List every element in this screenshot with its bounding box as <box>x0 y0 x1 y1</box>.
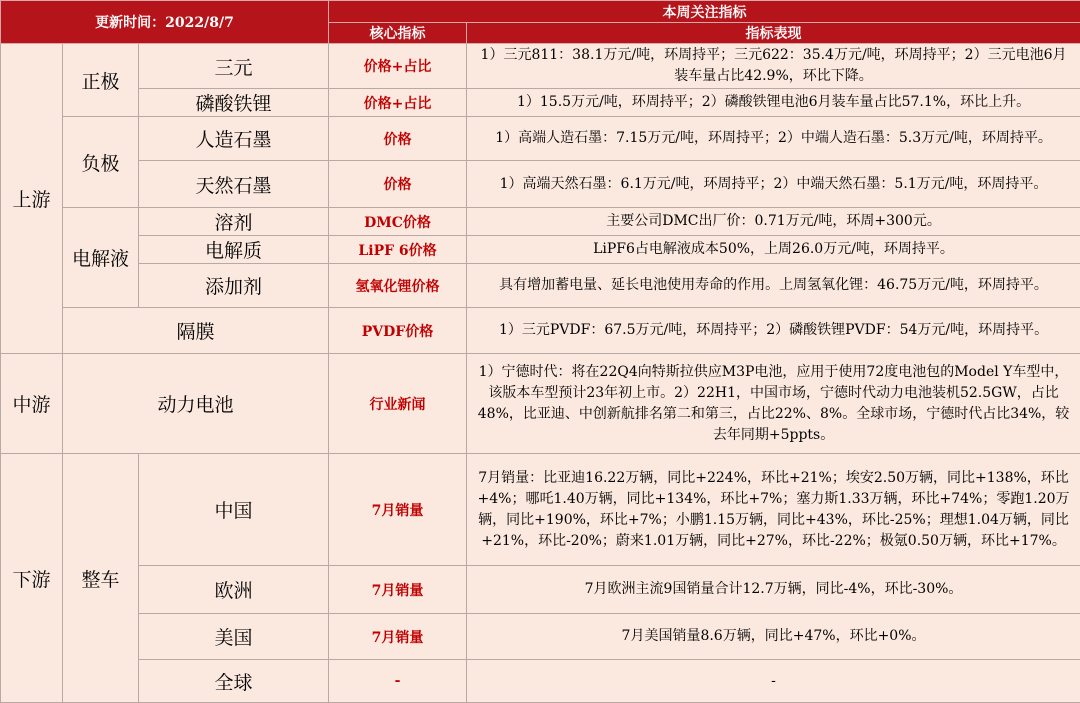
global-perf: - <box>467 660 1080 703</box>
salt-name: 电解质 <box>139 236 329 264</box>
additive-name: 添加剂 <box>139 264 329 308</box>
ternary-perf: 1）三元811：38.1万元/吨，环周持平；三元622：35.4万元/吨，环周持平；2）三元电池6月装车量占比42.9%，环比下降。 <box>467 44 1080 89</box>
salt-perf: LiPF6占电解液成本50%，上周26.0万元/吨，环周持平。 <box>467 236 1080 264</box>
col-performance-header: 指标表现 <box>467 23 1080 44</box>
china-name: 中国 <box>139 454 329 566</box>
artificial-graphite-name: 人造石墨 <box>139 117 329 161</box>
downstream-label: 下游 <box>1 454 63 703</box>
artificial-graphite-perf: 1）高端人造石墨：7.15万元/吨，环周持平；2）中端人造石墨：5.3万元/吨，环周持平。 <box>467 117 1080 161</box>
europe-core: 7月销量 <box>329 566 467 614</box>
lfp-name: 磷酸铁锂 <box>139 89 329 117</box>
focus-title: 本周关注指标 <box>329 1 1080 23</box>
ternary-core: 价格+占比 <box>329 44 467 89</box>
cathode-label: 正极 <box>63 44 139 117</box>
europe-name: 欧洲 <box>139 566 329 614</box>
china-perf: 7月销量：比亚迪16.22万辆，同比+224%，环比+21%；埃安2.50万辆，同比+138%，环比+4%；哪吒1.40万辆，同比+134%，环比+7%；塞力斯1.33万辆，环比+74%；零跑1.20万辆，同比+190%，环比+7%；小鹏1.15万辆，同比+43%，环比-25%；理想1.04万辆，同比+21%，环比-20%；蔚来1.01万辆，同比+27%，环比-22%；极氪0.50万辆，环比+17%。 <box>467 454 1080 566</box>
anode-label: 负极 <box>63 117 139 208</box>
artificial-graphite-core: 价格 <box>329 117 467 161</box>
usa-core: 7月销量 <box>329 614 467 660</box>
upstream-label: 上游 <box>1 44 63 354</box>
global-core: - <box>329 660 467 703</box>
vehicle-label: 整车 <box>63 454 139 703</box>
europe-perf: 7月欧洲主流9国销量合计12.7万辆，同比-4%，环比-30%。 <box>467 566 1080 614</box>
usa-perf: 7月美国销量8.6万辆，同比+47%，环比+0%。 <box>467 614 1080 660</box>
battery-core: 行业新闻 <box>329 354 467 454</box>
global-name: 全球 <box>139 660 329 703</box>
ternary-name: 三元 <box>139 44 329 89</box>
midstream-label: 中游 <box>1 354 63 454</box>
solvent-name: 溶剂 <box>139 208 329 236</box>
lfp-perf: 1）15.5万元/吨，环周持平；2）磷酸铁锂电池6月装车量占比57.1%，环比上升。 <box>467 89 1080 117</box>
china-core: 7月销量 <box>329 454 467 566</box>
salt-core: LiPF 6价格 <box>329 236 467 264</box>
battery-name: 动力电池 <box>63 354 329 454</box>
solvent-perf: 主要公司DMC出厂价：0.71万元/吨，环周+300元。 <box>467 208 1080 236</box>
separator-name: 隔膜 <box>63 308 329 354</box>
update-time: 更新时间：2022/8/7 <box>1 1 329 44</box>
natural-graphite-name: 天然石墨 <box>139 161 329 208</box>
col-core-header: 核心指标 <box>329 23 467 44</box>
battery-perf: 1）宁德时代：将在22Q4向特斯拉供应M3P电池，应用于使用72度电池包的Model Y车型中，该版本车型预计23年初上市。2）22H1，中国市场，宁德时代动力电池装机52.5GW，占比48%，比亚迪、中创新航排名第二和第三，占比22%、8%。全球市场，宁德时代占比34%，较去年同期+5ppts。 <box>467 354 1080 454</box>
separator-core: PVDF价格 <box>329 308 467 354</box>
additive-core: 氢氧化锂价格 <box>329 264 467 308</box>
additive-perf: 具有增加蓄电量、延长电池使用寿命的作用。上周氢氧化锂：46.75万元/吨，环周持平。 <box>467 264 1080 308</box>
electrolyte-label: 电解液 <box>63 208 139 308</box>
solvent-core: DMC价格 <box>329 208 467 236</box>
separator-perf: 1）三元PVDF：67.5万元/吨，环周持平；2）磷酸铁锂PVDF：54万元/吨，环周持平。 <box>467 308 1080 354</box>
usa-name: 美国 <box>139 614 329 660</box>
natural-graphite-core: 价格 <box>329 161 467 208</box>
natural-graphite-perf: 1）高端天然石墨：6.1万元/吨，环周持平；2）中端天然石墨：5.1万元/吨，环周持平。 <box>467 161 1080 208</box>
lfp-core: 价格+占比 <box>329 89 467 117</box>
